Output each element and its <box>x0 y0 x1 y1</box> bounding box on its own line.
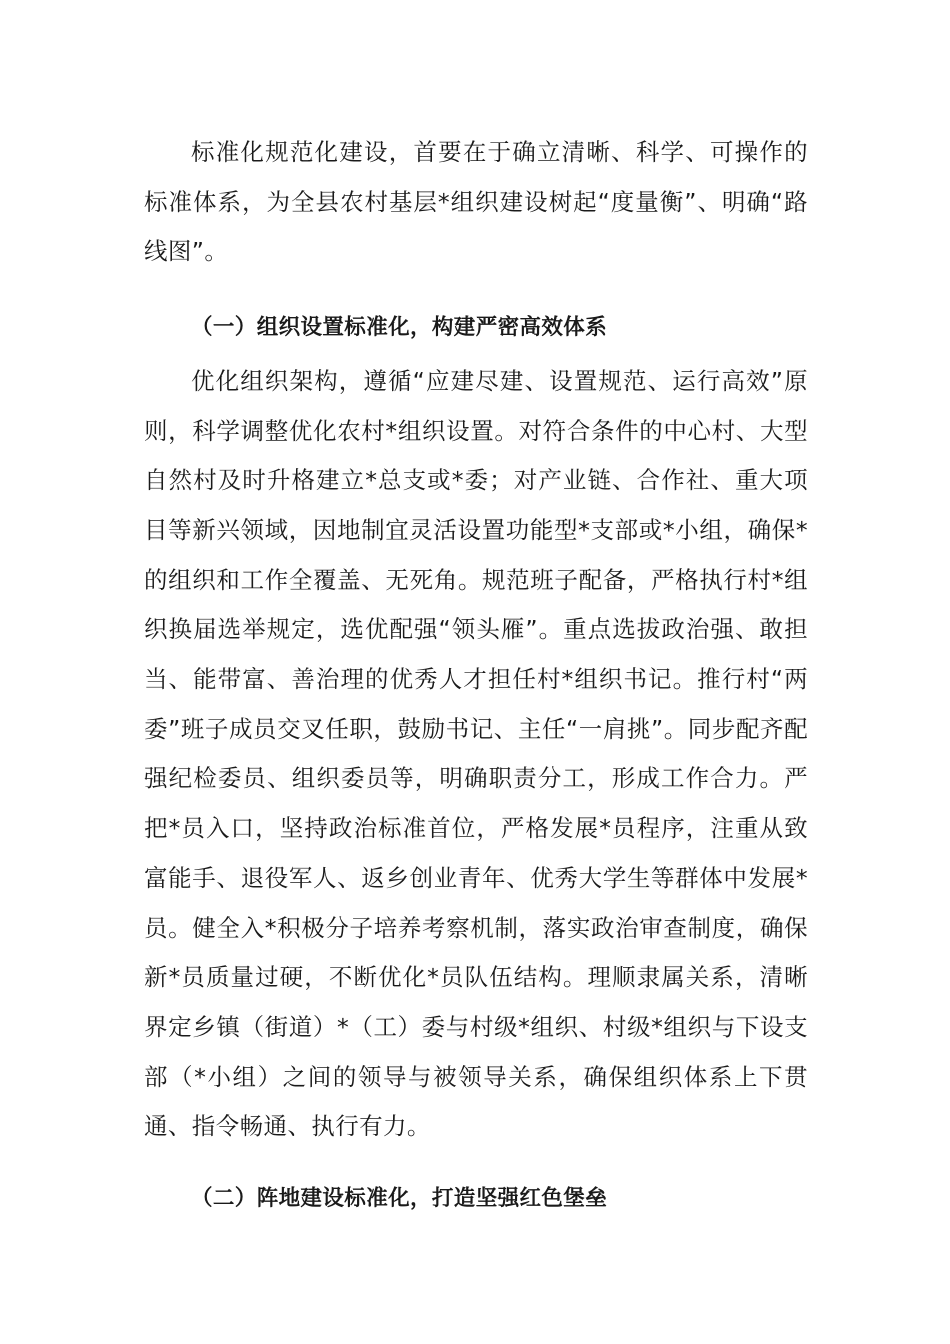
spacer <box>144 1152 808 1174</box>
intro-paragraph: 标准化规范化建设，首要在于确立清晰、科学、可操作的标准体系，为全县农村基层*组织建设树起“度量衡”、明确“路线图”。 <box>144 138 808 266</box>
document-body <box>144 128 808 1224</box>
section-1-paragraph: 优化组织架构，遵循“应建尽建、设置规范、运行高效”原则，科学调整优化农村*组织设置。对符合条件的中心村、大型自然村及时升格建立*总支或*委；对产业链、合作社、重大项目等新兴领域，因地制宜灵活设置功能型*支部或*小组，确保*的组织和工作全覆盖、无死角。规范班子配备，严格执行村*组织换届选举规定，选优配强“领头雁”。重点选拔政治强、敢担当、能带富、善治理的优秀人才担任村*组织书记。推行村“两委”班子成员交叉任职，鼓励书记、主任“一肩挑”。同步配齐配强纪检委员、组织委员等，明确职责分工，形成工作合力。严把*员入口，坚持政治标准首位，严格发展*员程序，注重从致富能手、退役军人、返乡创业青年、优秀大学生等群体中发展*员。健全入*积极分子培养考察机制，落实政治审查制度，确保新*员质量过硬，不断优化*员队伍结构。理顺隶属关系，清晰界定乡镇（街道）*（工）委与村级*组织、村级*组织与下设支部（*小组）之间的领导与被领导关系，确保组织体系上下贯通、指令畅通、执行有力。 <box>144 366 808 1141</box>
section-2-heading: （二）阵地建设标准化，打造坚强红色堡垒 <box>191 1186 608 1212</box>
spacer <box>144 277 808 303</box>
section-1-heading: （一）组织设置标准化，构建严密高效体系 <box>191 315 608 341</box>
